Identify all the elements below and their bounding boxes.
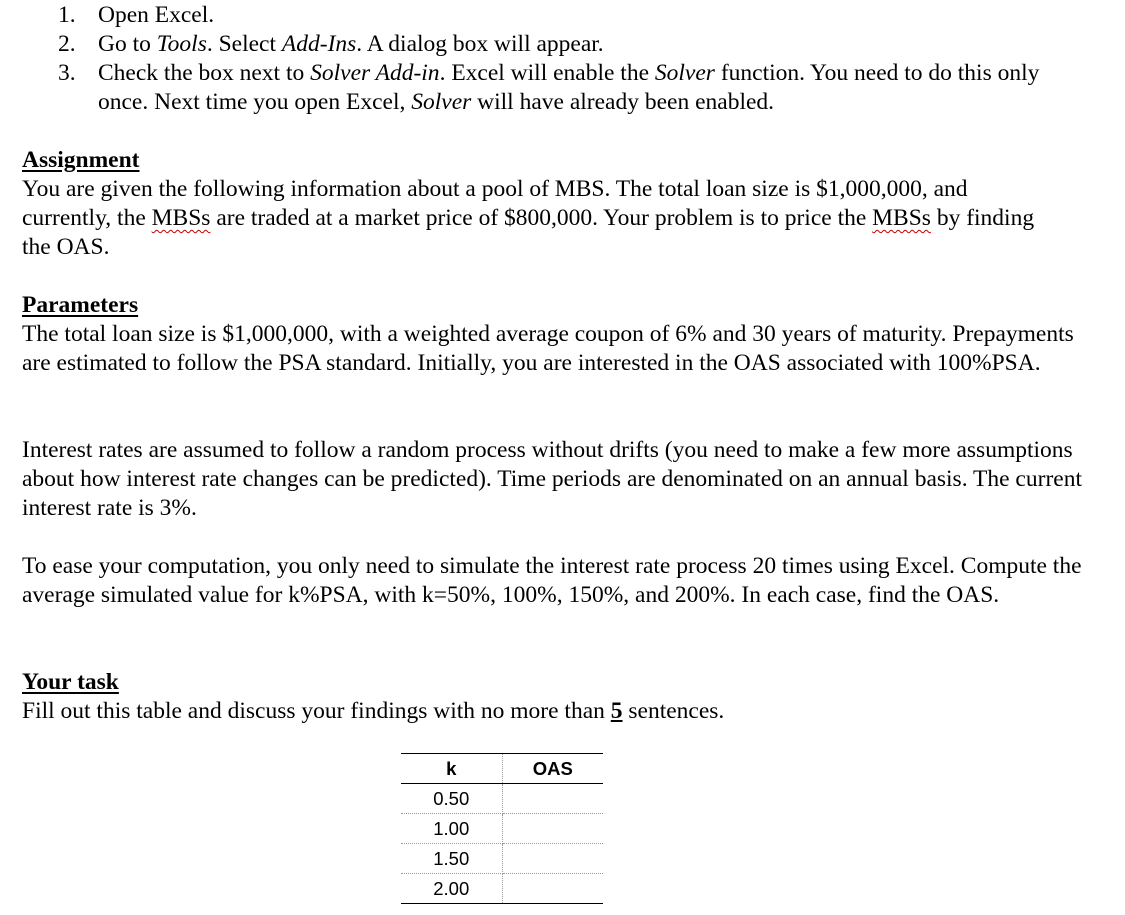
text-run: Open Excel.	[98, 2, 215, 28]
k-column-header: k	[401, 754, 502, 784]
table-row	[401, 814, 603, 844]
k-cell: 2.00	[401, 874, 502, 904]
assignment-section	[22, 146, 1117, 262]
k-cell: 0.50	[401, 784, 502, 814]
italic-term: Solver	[411, 89, 472, 115]
k-cell: 1.50	[401, 844, 502, 874]
oas-table	[401, 753, 603, 904]
text-run: Check the box next to	[98, 60, 311, 86]
task-sentence-count: 5	[610, 698, 623, 724]
table-header-row	[401, 754, 603, 784]
task-text-before: Fill out this table and discuss your findings with no more than	[22, 698, 611, 724]
table-row	[401, 784, 603, 814]
parameters-text-1: The total loan size is $1,000,000, with a weighted average coupon of 6% and 30 years of maturity. Prepayments are estimated to follow the PSA standard. Initially, you are interested in the OAS associated with 100%PSA.	[22, 321, 1074, 376]
spellcheck-flagged-word: MBSs	[872, 205, 931, 231]
text-run: . Excel will enable the	[439, 60, 655, 86]
task-text-after: sentences.	[622, 698, 725, 724]
oas-column-header: OAS	[502, 754, 603, 784]
assignment-text	[22, 175, 1057, 262]
text-run: Go to	[98, 31, 157, 57]
text-run: function. You need to do this only once. Next time you open Excel,	[98, 60, 1040, 115]
italic-term: Tools	[156, 31, 207, 57]
italic-term: Add-Ins	[281, 31, 357, 57]
table-row	[401, 874, 603, 904]
text-run: by finding the OAS.	[22, 205, 1035, 260]
step-text	[98, 60, 1039, 115]
parameters-section	[22, 291, 1117, 378]
step-number: 2.	[58, 31, 76, 57]
task-section	[22, 668, 1117, 726]
k-cell: 1.00	[401, 814, 502, 844]
text-run: You are given the following information about a pool of MBS. The total loan size is $1,000,000, and currently, the	[22, 176, 968, 231]
italic-term: Solver	[654, 60, 715, 86]
text-run: . A dialog box will appear.	[356, 31, 604, 57]
parameters-text-3: To ease your computation, you only need to simulate the interest rate process 20 times using Excel. Compute the average simulated value for k%PSA, with k=50%, 100%, 150%, and 200%. In each case, find the OAS.	[22, 553, 1082, 608]
oas-cell[interactable]	[502, 844, 603, 874]
oas-cell[interactable]	[502, 784, 603, 814]
text-run: are traded at a market price of $800,000. Your problem is to price the	[210, 205, 873, 231]
italic-term: Solver Add-in	[310, 60, 440, 86]
step-text	[98, 2, 214, 28]
step-item	[0, 1, 1110, 30]
table-row	[401, 844, 603, 874]
oas-table-container	[401, 753, 603, 904]
step-number: 3.	[58, 60, 76, 86]
oas-cell[interactable]	[502, 814, 603, 844]
step-text	[98, 31, 604, 57]
parameters-heading: Parameters	[22, 292, 139, 318]
spellcheck-flagged-word: MBSs	[151, 205, 211, 231]
text-run: . Select	[206, 31, 282, 57]
step-item	[0, 59, 1070, 117]
oas-cell[interactable]	[502, 874, 603, 904]
text-run: will have already been enabled.	[471, 89, 775, 115]
assignment-heading: Assignment	[22, 147, 140, 173]
step-number: 1.	[58, 2, 76, 28]
parameters-text-2: Interest rates are assumed to follow a random process without drifts (you need to make a few more assumptions about how interest rate changes can be predicted). Time periods are denominated on an annual basis. The current interest rate is 3%.	[22, 437, 1082, 521]
task-heading: Your task	[22, 669, 119, 695]
task-text	[22, 697, 1117, 726]
step-item	[0, 30, 1110, 59]
